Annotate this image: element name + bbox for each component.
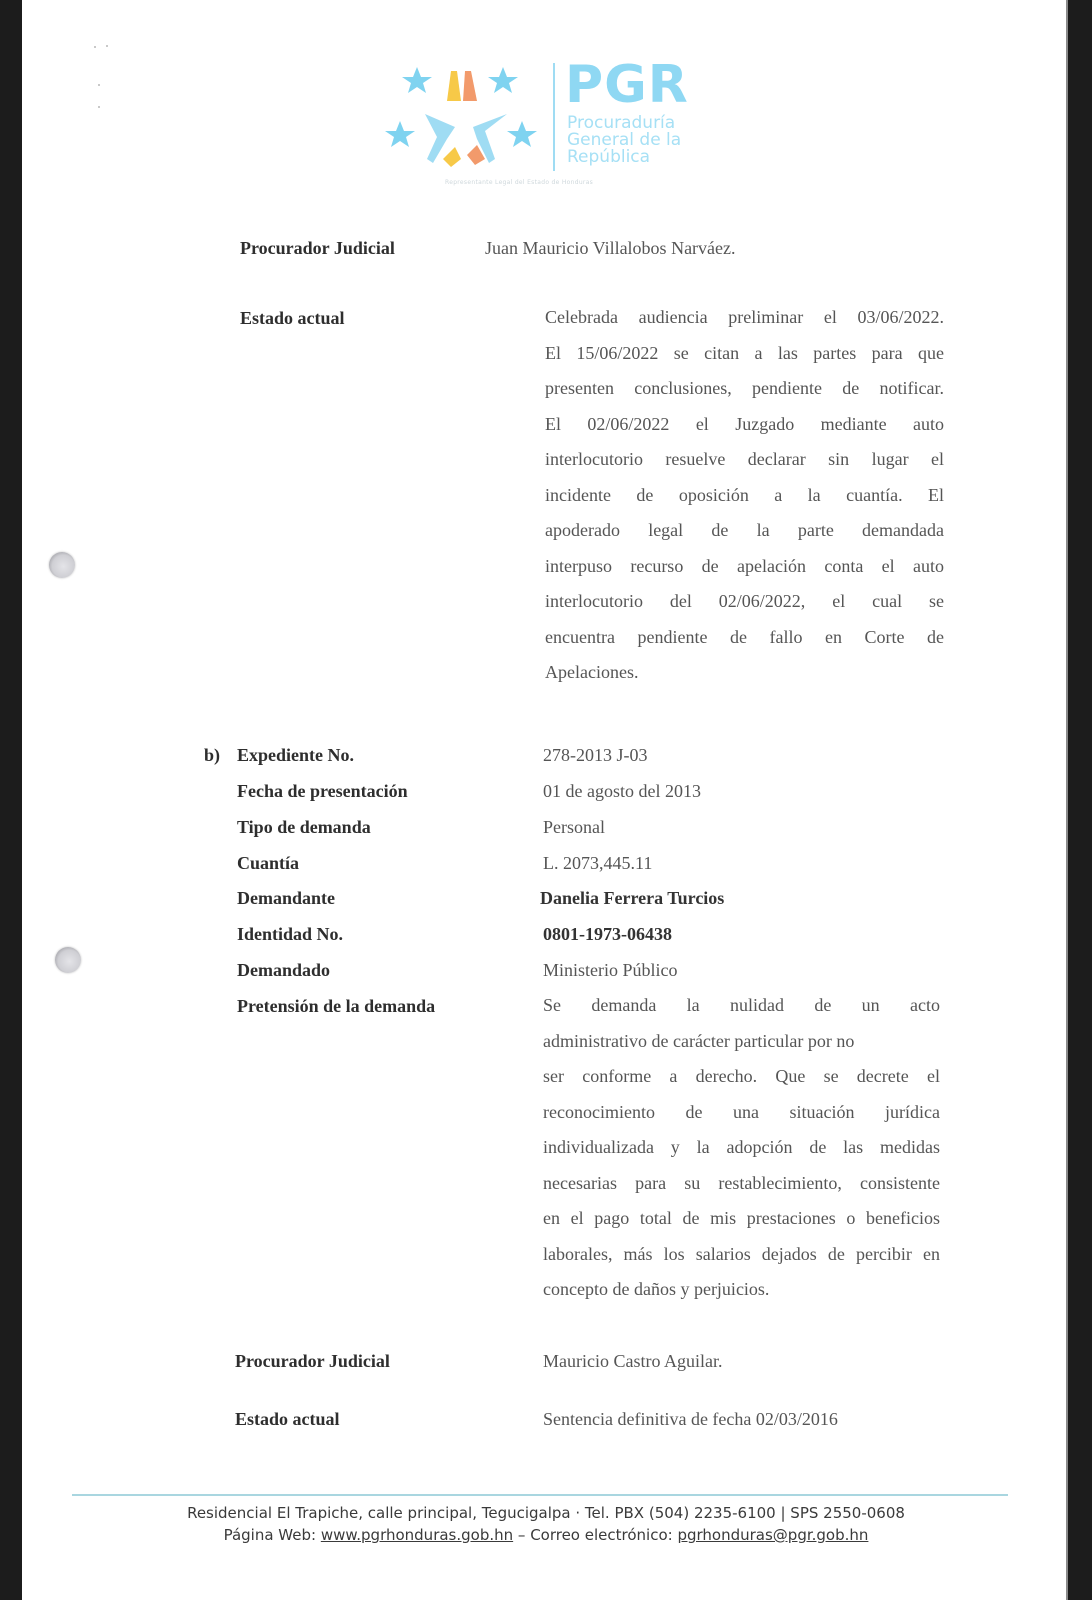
paragraph-line: administrativo de carácter particular por no <box>543 1030 855 1051</box>
punch-hole <box>49 552 75 578</box>
email-label: Correo electrónico: <box>530 1526 678 1544</box>
paragraph-line: incidente de oposición a la cuantía. El <box>545 484 944 505</box>
paragraph-line: apoderado legal de la parte demandada <box>545 520 944 540</box>
scan-speck <box>94 46 96 48</box>
paragraph-line: Apelaciones. <box>545 662 639 682</box>
field-value: 278-2013 J-03 <box>543 745 648 765</box>
field-value: 01 de agosto del 2013 <box>543 781 701 801</box>
paragraph-line: Celebrada audiencia preliminar el 03/06/2022. <box>545 307 944 327</box>
paragraph-line: El 02/06/2022 el Juzgado mediante auto <box>545 413 944 434</box>
logo-name-line: República <box>567 147 651 167</box>
logo-fullname <box>567 115 681 166</box>
estado-label: Estado actual <box>240 308 345 328</box>
paragraph-line: necesarias para su restablecimiento, consistente <box>543 1172 940 1193</box>
paragraph-line: en el pago total de mis prestaciones o beneficios <box>543 1208 940 1228</box>
footer-contact <box>0 1526 1092 1544</box>
pretension-paragraph <box>543 988 940 1308</box>
paragraph-line: interlocutorio resuelve declarar sin lugar el <box>545 449 944 469</box>
logo-tagline: Representante Legal del Estado de Honduras <box>445 179 594 186</box>
paragraph-line: interlocutorio del 02/06/2022, el cual se <box>545 591 944 611</box>
logo-divider <box>553 63 555 171</box>
procurador-value: Juan Mauricio Villalobos Narváez. <box>485 238 736 258</box>
web-link[interactable]: www.pgrhonduras.gob.hn <box>320 1526 514 1544</box>
page-edge <box>1066 0 1068 1600</box>
field-value: L. 2073,445.11 <box>543 853 653 873</box>
scan-speck <box>98 106 100 108</box>
field-label: Expediente No. <box>237 745 354 765</box>
field-value: Personal <box>543 817 605 837</box>
field-label: Demandante <box>237 888 335 908</box>
pgr-emblem-icon <box>385 59 550 179</box>
paragraph-line: interpuso recurso de apelación conta el auto <box>545 555 944 576</box>
field-label: Identidad No. <box>237 924 344 944</box>
field-label: Cuantía <box>237 853 300 873</box>
paragraph-line: encuentra pendiente de fallo en Corte de <box>545 626 944 647</box>
pretension-label: Pretensión de la demanda <box>237 996 436 1016</box>
procurador-label: Procurador Judicial <box>235 1351 390 1371</box>
logo-name-line: General de la <box>567 130 682 150</box>
field-label: Fecha de presentación <box>237 781 408 801</box>
field-value: 0801-1973-06438 <box>543 924 672 944</box>
paragraph-line: Se demanda la nulidad de un acto <box>543 995 940 1015</box>
web-label: Página Web: <box>223 1526 321 1544</box>
logo-name-line: Procuraduría <box>567 113 676 133</box>
paragraph-line: reconocimiento de una situación jurídica <box>543 1101 940 1122</box>
footer-divider <box>72 1494 1008 1496</box>
paragraph-line: El 15/06/2022 se citan a las partes para que <box>545 342 944 363</box>
paragraph-line: individualizada y la adopción de las medidas <box>543 1137 940 1157</box>
field-label: Tipo de demanda <box>237 817 371 837</box>
paragraph-line: ser conforme a derecho. Que se decrete el <box>543 1066 940 1086</box>
field-label: Demandado <box>237 960 331 980</box>
logo-acronym: PGR <box>565 55 689 115</box>
email-link[interactable]: pgrhonduras@pgr.gob.hn <box>677 1526 869 1544</box>
estado-value: Sentencia definitiva de fecha 02/03/2016 <box>543 1409 838 1429</box>
scan-speck <box>106 45 108 47</box>
section-marker: b) <box>204 745 221 765</box>
pgr-logo <box>385 55 705 195</box>
procurador-value: Mauricio Castro Aguilar. <box>543 1351 723 1371</box>
estado-paragraph <box>545 300 944 691</box>
estado-label: Estado actual <box>235 1409 340 1429</box>
field-value: Danelia Ferrera Turcios <box>540 888 725 908</box>
punch-hole <box>55 947 81 973</box>
paragraph-line: presenten conclusiones, pendiente de notificar. <box>545 378 944 398</box>
footer-separator: – <box>513 1526 531 1544</box>
scan-speck <box>98 84 100 86</box>
paragraph-line: laborales, más los salarios dejados de percibir en <box>543 1243 940 1264</box>
footer-address: Residencial El Trapiche, calle principal, Tegucigalpa · Tel. PBX (504) 2235-6100 | SPS 2550-0608 <box>187 1504 905 1522</box>
procurador-label: Procurador Judicial <box>240 238 395 258</box>
paragraph-line: concepto de daños y perjuicios. <box>543 1279 770 1299</box>
field-value: Ministerio Público <box>543 960 678 980</box>
